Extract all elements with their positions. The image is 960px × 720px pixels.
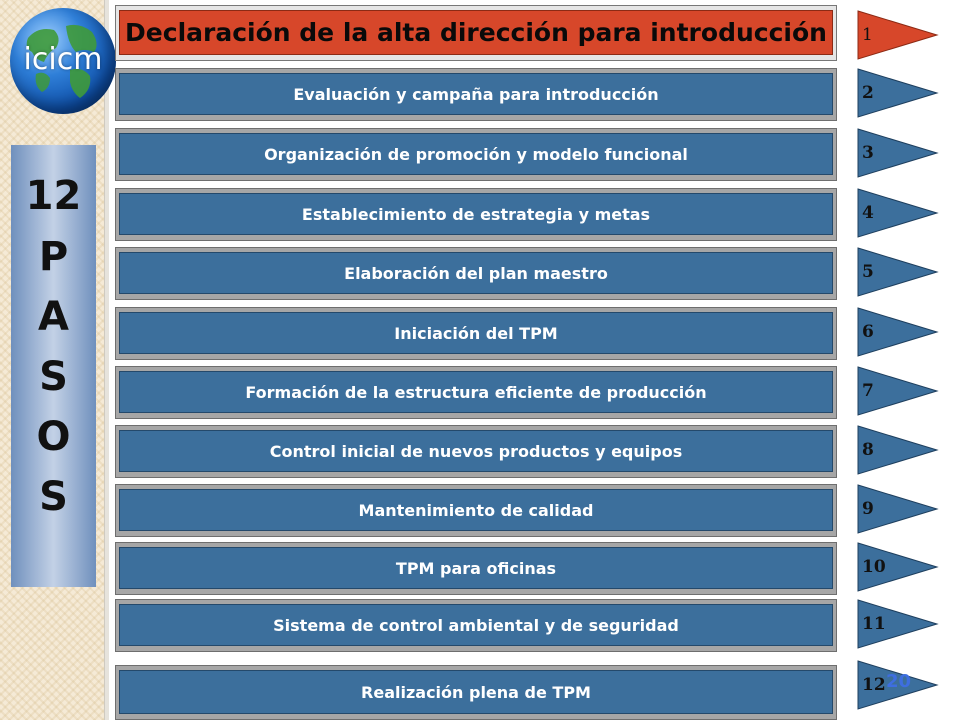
step-label: Mantenimiento de calidad — [119, 489, 833, 531]
step-number: 10 — [862, 557, 886, 577]
step-arrow-6 — [857, 307, 939, 357]
step-bar-11 — [115, 599, 837, 652]
step-bar-4 — [115, 188, 837, 241]
step-number: 6 — [862, 322, 874, 342]
step-bar-8 — [115, 425, 837, 478]
step-arrow-2 — [857, 68, 939, 118]
step-bar-5 — [115, 247, 837, 300]
globe-logo — [10, 8, 116, 114]
step-label: Declaración de la alta dirección para introducción — [119, 10, 833, 55]
step-bar-2 — [115, 68, 837, 121]
step-arrow-3 — [857, 128, 939, 178]
step-label: Formación de la estructura eficiente de producción — [119, 371, 833, 413]
step-label: Control inicial de nuevos productos y equipos — [119, 430, 833, 472]
pasos-letter: S — [39, 474, 68, 520]
step-arrow-4 — [857, 188, 939, 238]
step-number: 1 — [862, 25, 873, 45]
step-number: 7 — [862, 381, 874, 401]
step-bar-10 — [115, 542, 837, 595]
step-bar-7 — [115, 366, 837, 419]
pasos-sidebar-panel — [11, 145, 96, 587]
step-bar-1 — [115, 5, 837, 61]
step-arrow-10 — [857, 542, 939, 592]
pasos-letter: P — [38, 234, 69, 280]
step-bar-6 — [115, 307, 837, 360]
corner-number: 20 — [886, 671, 912, 692]
pasos-letter: O — [36, 414, 71, 460]
step-bar-12 — [115, 665, 837, 720]
step-arrow-8 — [857, 425, 939, 475]
step-label: Realización plena de TPM — [119, 670, 833, 714]
step-number: 2 — [862, 83, 874, 103]
step-number: 11 — [862, 614, 886, 634]
step-label: TPM para oficinas — [119, 547, 833, 589]
step-number: 12 — [862, 675, 886, 695]
step-label: Establecimiento de estrategia y metas — [119, 193, 833, 235]
step-arrow-9 — [857, 484, 939, 534]
step-label: Sistema de control ambiental y de seguridad — [119, 604, 833, 646]
step-number: 8 — [862, 440, 874, 460]
step-number: 3 — [862, 143, 874, 163]
step-arrow-11 — [857, 599, 939, 649]
step-bar-3 — [115, 128, 837, 181]
step-bar-9 — [115, 484, 837, 537]
logo-text: icicm — [23, 42, 103, 77]
step-label: Evaluación y campaña para introducción — [119, 73, 833, 115]
pasos-letter: A — [38, 294, 69, 340]
step-label: Organización de promoción y modelo funcional — [119, 133, 833, 175]
step-label: Elaboración del plan maestro — [119, 252, 833, 294]
pasos-count: 12 — [25, 173, 82, 219]
step-arrow-7 — [857, 366, 939, 416]
step-number: 9 — [862, 499, 874, 519]
step-label: Iniciación del TPM — [119, 312, 833, 354]
step-number: 4 — [862, 203, 874, 223]
step-number: 5 — [862, 262, 874, 282]
step-arrow-1 — [857, 10, 939, 60]
pasos-letter: S — [39, 354, 68, 400]
step-arrow-5 — [857, 247, 939, 297]
